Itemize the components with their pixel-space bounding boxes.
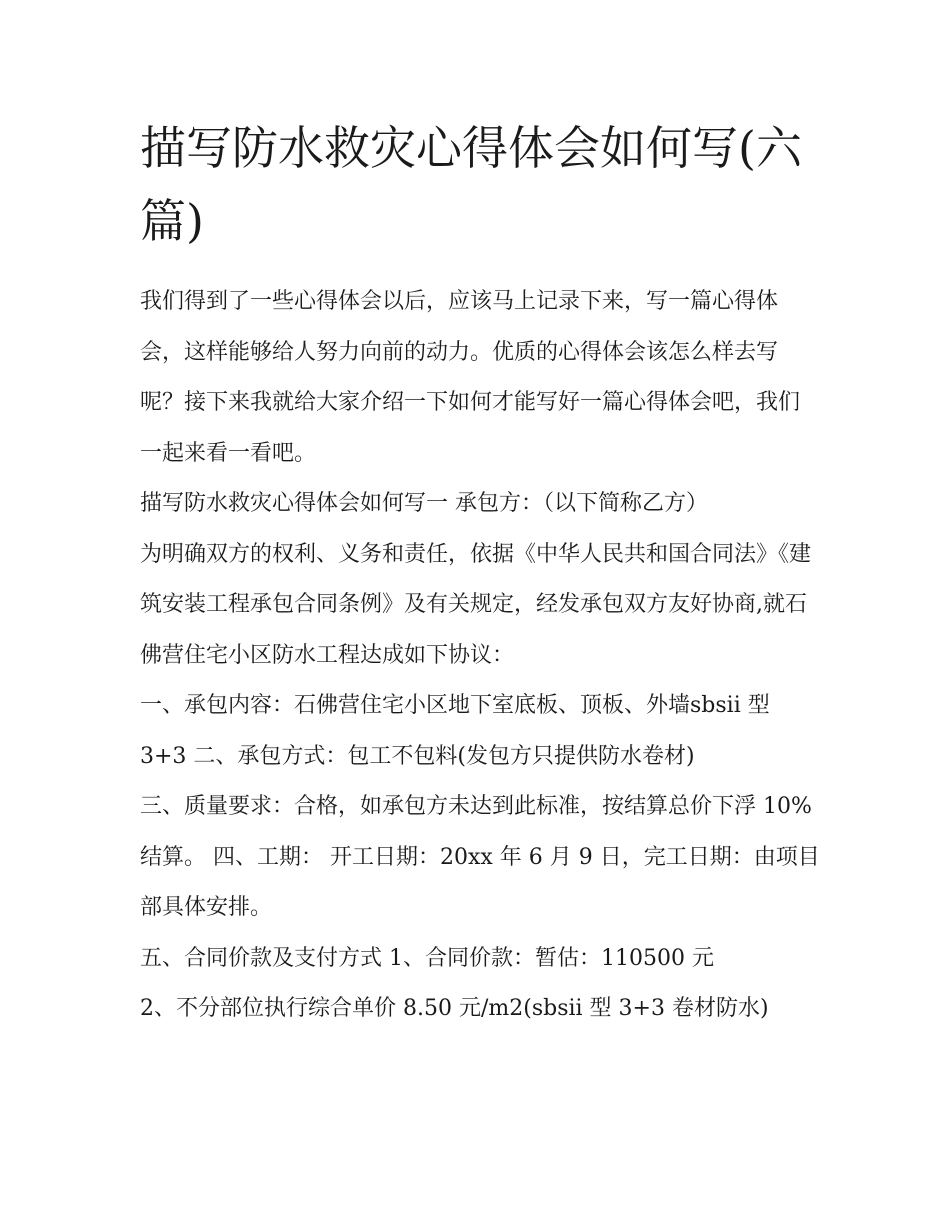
intro-paragraph: 我们得到了一些心得体会以后，应该马上记录下来，写一篇心得体会，这样能够给人努力向前的动力。优质的心得体会该怎么样去写呢？接下来我就给大家介绍一下如何才能写好一篇心得体会吧，我们一起来看一看吧。 [140,289,801,466]
contract-scope-paragraph: 一、承包内容：石佛营住宅小区地下室底板、顶板、外墙sbsii 型 3+3 二、承包方式：包工不包料(发包方只提供防水卷材) [140,693,770,769]
document-title: 描写防水救灾心得体会如何写(六篇) [140,121,802,248]
price-paragraph: 五、合同价款及支付方式 1、合同价款：暂估：110500 元 [140,945,714,971]
quality-schedule-paragraph: 三、质量要求：合格，如承包方未达到此标准，按结算总价下浮 10%结算。 四、工期： 开工日期：20xx 年 6 月 9 日，完工日期：由项目部具体安排。 [140,794,820,920]
unit-price-paragraph: 2、不分部位执行综合单价 8.50 元/m2(sbsii 型 3+3 卷材防水) [140,996,769,1021]
section-heading-paragraph: 描写防水救灾心得体会如何写一 承包方：（以下简称乙方） [140,491,708,516]
document-body [140,277,820,1035]
contract-purpose-paragraph: 为明确双方的权利、义务和责任，依据《中华人民共和国合同法》《建筑安装工程承包合同条例》及有关规定，经发承包双方友好协商,就石佛营住宅小区防水工程达成如下协议： [140,541,812,668]
